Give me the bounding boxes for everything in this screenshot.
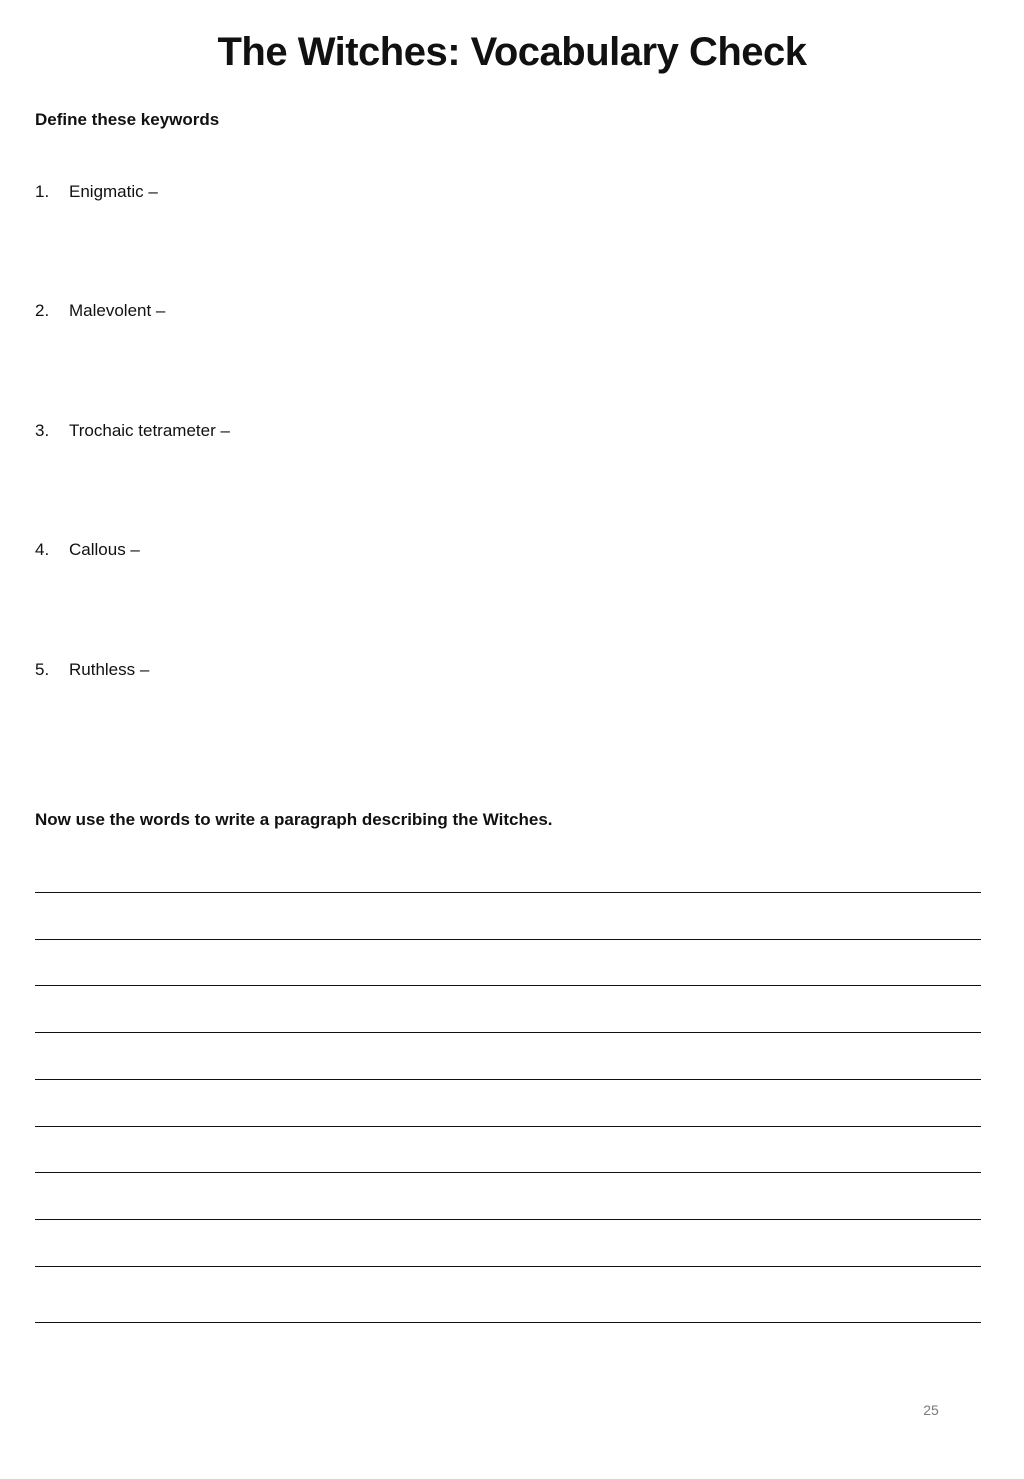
page-title: The Witches: Vocabulary Check [217,30,807,74]
writing-line [35,939,981,940]
writing-line [35,1266,981,1267]
keyword-number: 5. [35,660,50,679]
page-number: 25 [923,1402,939,1418]
writing-line [35,892,981,893]
keyword-item-callous [35,539,635,561]
paragraph-instruction: Now use the words to write a paragraph describing the Witches. [35,810,553,829]
writing-line [35,1079,981,1080]
keyword-term: Callous – [69,540,140,559]
writing-line [35,1032,981,1033]
keyword-item-enigmatic [35,181,635,203]
keyword-term: Trochaic tetrameter – [69,421,230,440]
keyword-item-malevolent [35,300,635,322]
keyword-number: 1. [35,182,50,201]
writing-line [35,1172,981,1173]
keyword-item-trochaic-tetrameter [35,420,635,442]
keyword-term: Enigmatic – [69,182,158,201]
instruction-heading: Define these keywords [35,110,220,129]
writing-line [35,1126,981,1127]
keyword-number: 4. [35,540,50,559]
keyword-term: Malevolent – [69,301,166,320]
writing-line [35,1219,981,1220]
keyword-number: 2. [35,301,50,320]
keyword-term: Ruthless – [69,660,150,679]
writing-line [35,985,981,986]
writing-line [35,1322,981,1323]
keyword-number: 3. [35,421,50,440]
keyword-item-ruthless [35,659,635,681]
